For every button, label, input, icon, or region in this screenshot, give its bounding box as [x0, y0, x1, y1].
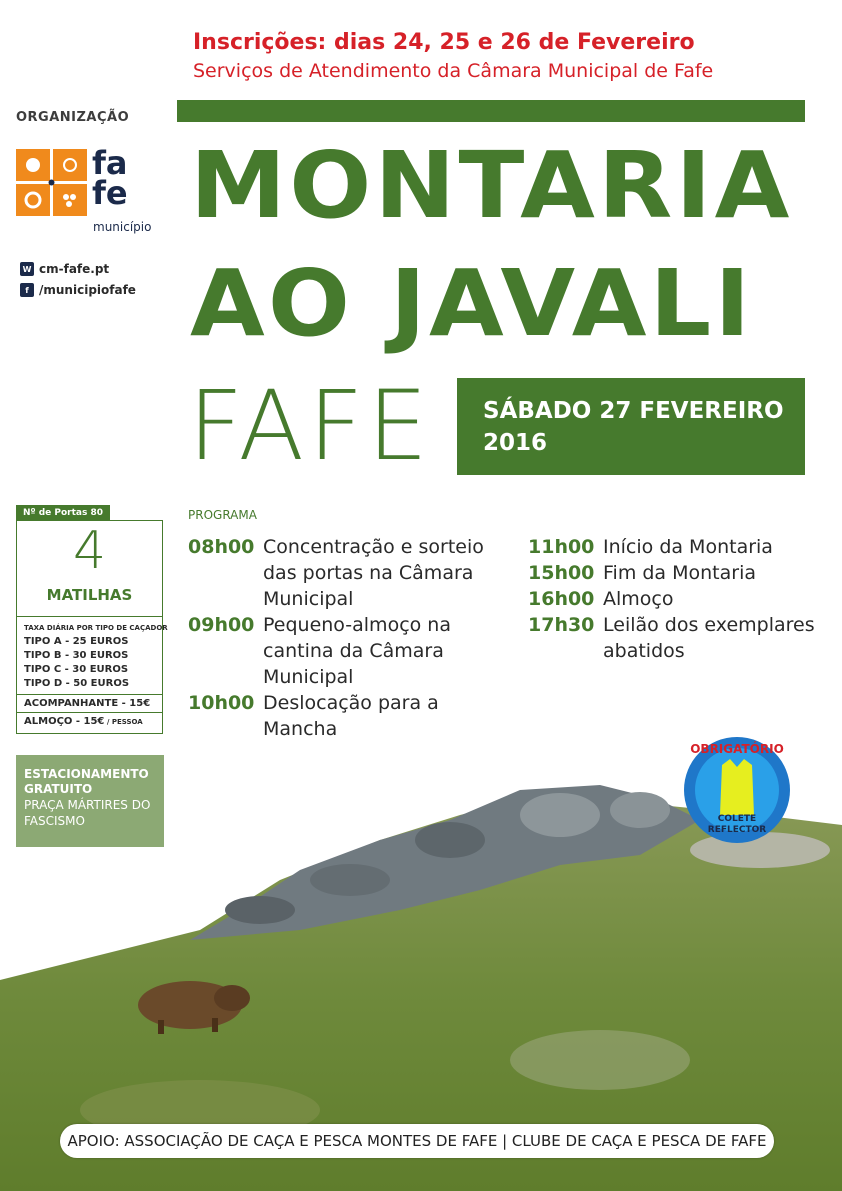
matilhas-number: 4: [72, 521, 107, 581]
title-fafe: FAFE: [188, 370, 432, 482]
apoio-footer: APOIO: ASSOCIAÇÃO DE CAÇA E PESCA MONTES DE FAFE | CLUBE DE CAÇA E PESCA DE FAFE: [60, 1124, 774, 1158]
tipo-a: TIPO A - 25 EUROS: [24, 636, 129, 647]
programa-item: 08h00 Concentração e sorteio das portas na Câmara Municipal: [188, 536, 484, 610]
date-line2: 2016: [483, 430, 548, 456]
matilhas-label: MATILHAS: [46, 586, 133, 604]
almoco-price: ALMOÇO - 15€ / PESSOA: [24, 716, 143, 727]
fafe-wordmark: fa fe: [92, 144, 128, 212]
tax-header: TAXA DIÁRIA POR TIPO DE CAÇADOR: [24, 624, 168, 632]
programa-item: 17h30 Leilão dos exemplares abatidos: [528, 614, 815, 662]
website-link[interactable]: W cm-fafe.pt: [20, 262, 109, 276]
divider: [16, 694, 163, 695]
fafe-logo-icon: [16, 149, 88, 217]
tipo-d: TIPO D - 50 EUROS: [24, 678, 130, 689]
facebook-link[interactable]: f /municipiofafe: [20, 283, 136, 297]
title-ao-javali: AO JAVALI: [190, 250, 754, 357]
divider: [16, 712, 163, 713]
tipo-c: TIPO C - 30 EUROS: [24, 664, 129, 675]
organization-label: ORGANIZAÇÃO: [16, 110, 130, 125]
municipio-label: município: [93, 220, 152, 234]
programa-item: 16h00 Almoço: [528, 588, 674, 610]
programa-item: 10h00 Deslocação para a Mancha: [188, 692, 439, 740]
registration-subtitle: Serviços de Atendimento da Câmara Municipal de Fafe: [193, 60, 714, 82]
parking-location: PRAÇA MÁRTIRES DO FASCISMO: [24, 798, 151, 828]
programa-item: 11h00 Início da Montaria: [528, 536, 773, 558]
date-box: [457, 378, 805, 475]
badge-bottom-text-2: REFLECTOR: [707, 825, 767, 835]
portas-label: Nº de Portas 80: [16, 505, 110, 521]
badge-top-text: OBRIGATÓRIO: [690, 742, 784, 756]
divider: [16, 616, 163, 617]
programa-column-2: [528, 534, 828, 664]
date-line1: SÁBADO 27 FEVEREIRO: [483, 398, 784, 424]
programa-item: 15h00 Fim da Montaria: [528, 562, 757, 584]
colete-reflector-badge: [682, 735, 792, 845]
registration-title: Inscrições: dias 24, 25 e 26 de Fevereiro: [193, 30, 695, 55]
top-green-bar: [177, 100, 805, 122]
tipo-b: TIPO B - 30 EUROS: [24, 650, 129, 661]
programa-column-1: [188, 534, 508, 742]
web-icon: W: [20, 262, 34, 276]
programa-item: 09h00 Pequeno-almoço na cantina da Câmara Municipal: [188, 614, 451, 688]
programa-label: PROGRAMA: [188, 508, 257, 522]
title-montaria: MONTARIA: [190, 132, 793, 239]
parking-title: ESTACIONAMENTO GRATUITO: [24, 767, 149, 796]
acompanhante-price: ACOMPANHANTE - 15€: [24, 698, 151, 709]
badge-bottom-text-1: COLETE: [717, 814, 757, 824]
facebook-icon: f: [20, 283, 34, 297]
